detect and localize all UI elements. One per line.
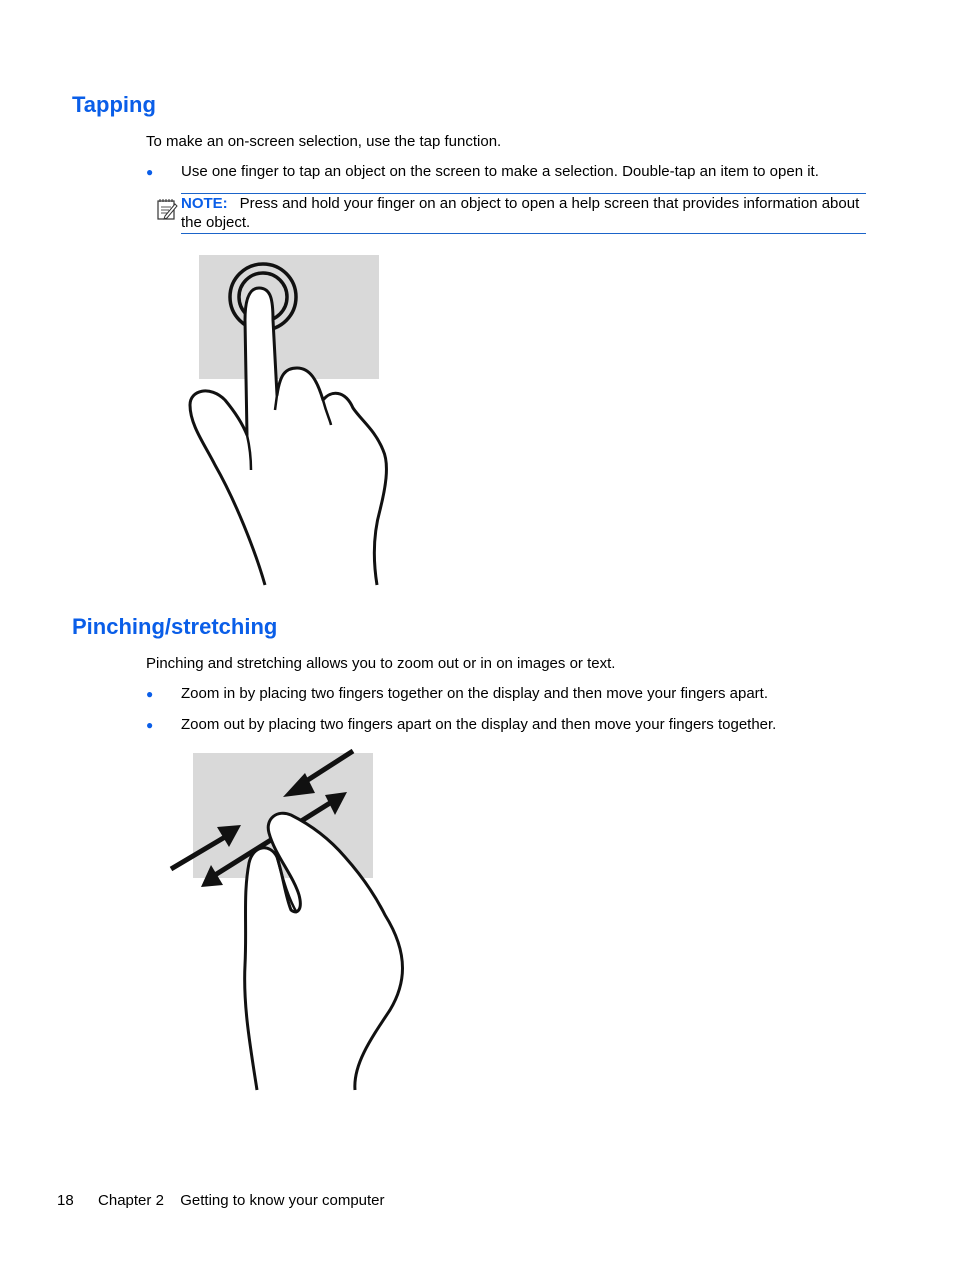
chapter-title: Getting to know your computer	[180, 1192, 385, 1209]
pinching-bullet-1: Zoom in by placing two fingers together on the display and then move your fingers apart.	[181, 685, 768, 702]
section-title-pinching: Pinching/stretching	[72, 614, 278, 639]
bullet-icon: ●	[146, 165, 154, 179]
tapping-bullet-1: Use one finger to tap an object on the screen to make a selection. Double-tap an item to open it.	[181, 163, 819, 180]
section-title-tapping: Tapping	[72, 92, 156, 117]
note-label: NOTE:	[181, 195, 228, 212]
note-box	[181, 193, 866, 234]
pinching-bullet-2: Zoom out by placing two fingers apart on the display and then move your fingers together.	[181, 716, 777, 733]
bullet-icon: ●	[146, 687, 154, 701]
note-icon	[155, 195, 179, 221]
page-footer	[57, 1192, 385, 1209]
pinch-gesture-illustration	[165, 745, 415, 1095]
bullet-icon: ●	[146, 718, 154, 732]
tapping-intro: To make an on-screen selection, use the tap function.	[146, 133, 502, 150]
chapter-label: Chapter 2	[98, 1192, 164, 1209]
pinching-intro: Pinching and stretching allows you to zoom out or in on images or text.	[146, 655, 616, 672]
page-number: 18	[57, 1192, 74, 1209]
note-text: Press and hold your finger on an object to open a help screen that provides information about the object.	[181, 195, 860, 231]
tap-gesture-illustration	[185, 250, 400, 590]
